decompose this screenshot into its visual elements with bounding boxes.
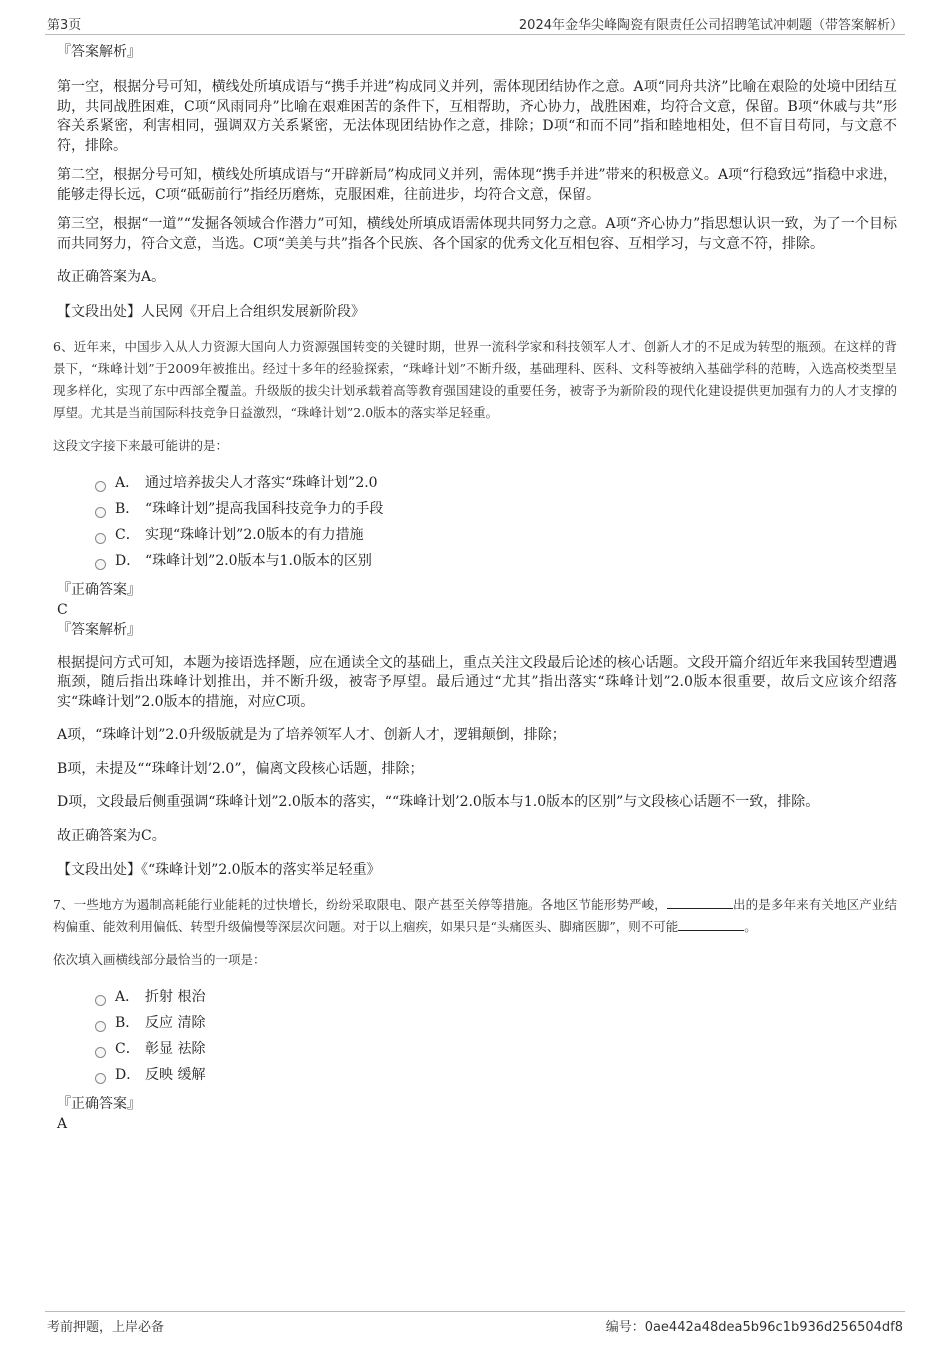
q7-option-d[interactable] (95, 1062, 897, 1088)
option-letter: A． (115, 989, 140, 1005)
q6-analysis-paragraph: A项，“珠峰计划”2.0升级版就是为了培养领军人才、创新人才，逻辑颠倒，排除； (57, 727, 566, 743)
question-7-text (53, 894, 897, 938)
option-letter: D． (115, 1067, 141, 1083)
prev-analysis-paragraph: 第二空，根据分号可知，横线处所填成语与“开辟新局”构成同义并列，需体现“携手并进”带来的积极意义。A项“行稳致远”指稳中求进，能够走得长远，C项“砥砺前行”指经历磨炼，克服困难，往前进步，均符合文意，保留。 (57, 167, 897, 203)
prev-analysis-paragraph: 第一空，根据分号可知，横线处所填成语与“携手并进”构成同义并列，需体现团结协作之意。A项“同舟共济”比喻在艰险的处境中团结互助，共同战胜困难，C项“风雨同舟”比喻在艰难困苦的条件下，互相帮助，齐心协力，战胜困难，均符合文意，保留。B项“休戚与共”形容关系紧密，利害相同，强调双方关系紧密，无法体现团结协作之意，排除；D项“和而不同”指和睦地相处，但不盲目苟同，与文意不符，排除。 (57, 79, 897, 154)
q6-analysis-paragraph: D项，文段最后侧重强调“珠峰计划”2.0版本的落实，““珠峰计划’2.0版本与1.0版本的区别”与文段核心话题不一致，排除。 (57, 794, 820, 810)
document-code: 编号：0ae442a48dea5b96c1b936d256504df8 (605, 1320, 903, 1335)
option-letter: C． (115, 1041, 140, 1057)
prev-conclusion: 故正确答案为A。 (57, 269, 166, 285)
q6-option-b[interactable] (95, 496, 897, 522)
option-text: 反映 缓解 (145, 1067, 206, 1083)
option-letter: B． (115, 1015, 140, 1031)
option-text: 实现“珠峰计划”2.0版本的有力措施 (145, 526, 364, 543)
radio-icon[interactable] (95, 1021, 106, 1032)
radio-icon[interactable] (95, 559, 106, 570)
page-content (53, 42, 897, 1134)
q6-source: 【文段出处】《“珠峰计划”2.0版本的落实举足轻重》 (57, 862, 381, 878)
page-header (45, 12, 905, 35)
radio-icon[interactable] (95, 1047, 106, 1058)
prev-analysis-tag: 『答案解析』 (57, 44, 141, 60)
question-7-text-part: 7、一些地方为遏制高耗能行业能耗的过快增长，纷纷采取限电、限产甚至关停等措施。各地区节能形势严峻， (53, 897, 667, 912)
option-letter: B． (115, 500, 140, 517)
prev-analysis-paragraph: 第三空，根据“一道”“发掘各领域合作潜力”可知，横线处所填成语需体现共同努力之意。A项“齐心协力”指思想认识一致，为了一个目标而共同努力，符合文意，当选。C项“美美与共”指各个民族、各个国家的优秀文化互相包容、互相学习，与文意不符，排除。 (57, 216, 897, 252)
q6-option-d[interactable] (95, 548, 897, 574)
footer-slogan: 考前押题，上岸必备 (47, 1320, 165, 1335)
fill-blank (678, 918, 744, 931)
q6-conclusion: 故正确答案为C。 (57, 827, 166, 844)
q6-analysis-paragraph: B项，未提及““珠峰计划’2.0”，偏离文段核心话题，排除； (57, 760, 424, 777)
option-letter: A． (115, 474, 140, 491)
option-text: 通过培养拔尖人才落实“珠峰计划”2.0 (145, 474, 378, 491)
q7-option-c[interactable] (95, 1036, 897, 1062)
radio-icon[interactable] (95, 995, 106, 1006)
radio-icon[interactable] (95, 481, 106, 492)
radio-icon[interactable] (95, 1073, 106, 1084)
question-6-text: 6、近年来，中国步入从人力资源大国向人力资源强国转变的关键时期，世界一流科学家和科技领军人才、创新人才的不足成为转型的瓶颈。在这样的背景下，“珠峰计划”于2009年被推出。经过十多年的经验探索，“珠峰计划”不断升级，基础理科、医科、文科等被纳入基础学科的范畴，入选高校类型呈现多样化，实现了东中西部全覆盖。升级版的拔尖计划承载着高等教育强国建设的重要任务，被寄予为新阶段的现代化建设提供更加强有力的人才支撑的厚望。尤其是当前国际科技竞争日益激烈，“珠峰计划”2.0版本的落实举足轻重。 (53, 338, 897, 420)
option-text: 折射 根治 (145, 989, 206, 1005)
option-text: 反应 清除 (145, 1015, 206, 1031)
option-letter: D． (115, 552, 141, 569)
document-title: 2024年金华尖峰陶瓷有限责任公司招聘笔试冲刺题（带答案解析） (518, 18, 903, 33)
q6-option-a[interactable] (95, 470, 897, 496)
fill-blank (667, 896, 733, 909)
question-7-prompt: 依次填入画横线部分最恰当的一项是： (53, 952, 266, 967)
option-letter: C． (115, 526, 140, 543)
q7-answer: A (57, 1116, 68, 1132)
question-7-text-part: 。 (744, 919, 757, 934)
question-6-prompt: 这段文字接下来最可能讲的是： (53, 437, 229, 453)
q7-option-a[interactable] (95, 984, 897, 1010)
q6-answer-tag: 『正确答案』 (57, 581, 141, 598)
q6-analysis-paragraph: 根据提问方式可知，本题为接语选择题，应在通读全文的基础上，重点关注文段最后论述的核心话题。文段开篇介绍近年来我国转型遭遇瓶颈，随后指出珠峰计划推出，并不断升级，被寄予厚望。最后通过“尤其”指出落实“珠峰计划”2.0版本很重要，故后文应该介绍落实“珠峰计划”2.0版本的措施，对应C项。 (57, 654, 897, 710)
option-text: “珠峰计划”2.0版本与1.0版本的区别 (145, 552, 372, 569)
prev-source: 【文段出处】人民网《开启上合组织发展新阶段》 (57, 303, 365, 320)
q7-option-b[interactable] (95, 1010, 897, 1036)
question-7-text-part: 出的是多年来有关地区产业结构偏重、能效利用偏低、转型升级偏慢等深层次问题。对于以上痼疾，如果只是“头痛医头、脚痛医脚”，则不可能 (53, 897, 897, 934)
radio-icon[interactable] (95, 507, 106, 518)
q6-analysis-tag: 『答案解析』 (57, 621, 141, 638)
page-number: 第3页 (47, 18, 82, 33)
radio-icon[interactable] (95, 533, 106, 544)
option-text: 彰显 祛除 (145, 1041, 206, 1057)
option-text: “珠峰计划”提高我国科技竞争力的手段 (145, 500, 384, 517)
page-footer (45, 1311, 905, 1336)
q7-answer-tag: 『正确答案』 (57, 1096, 141, 1112)
q6-option-c[interactable] (95, 522, 897, 548)
q6-answer: C (57, 601, 68, 618)
